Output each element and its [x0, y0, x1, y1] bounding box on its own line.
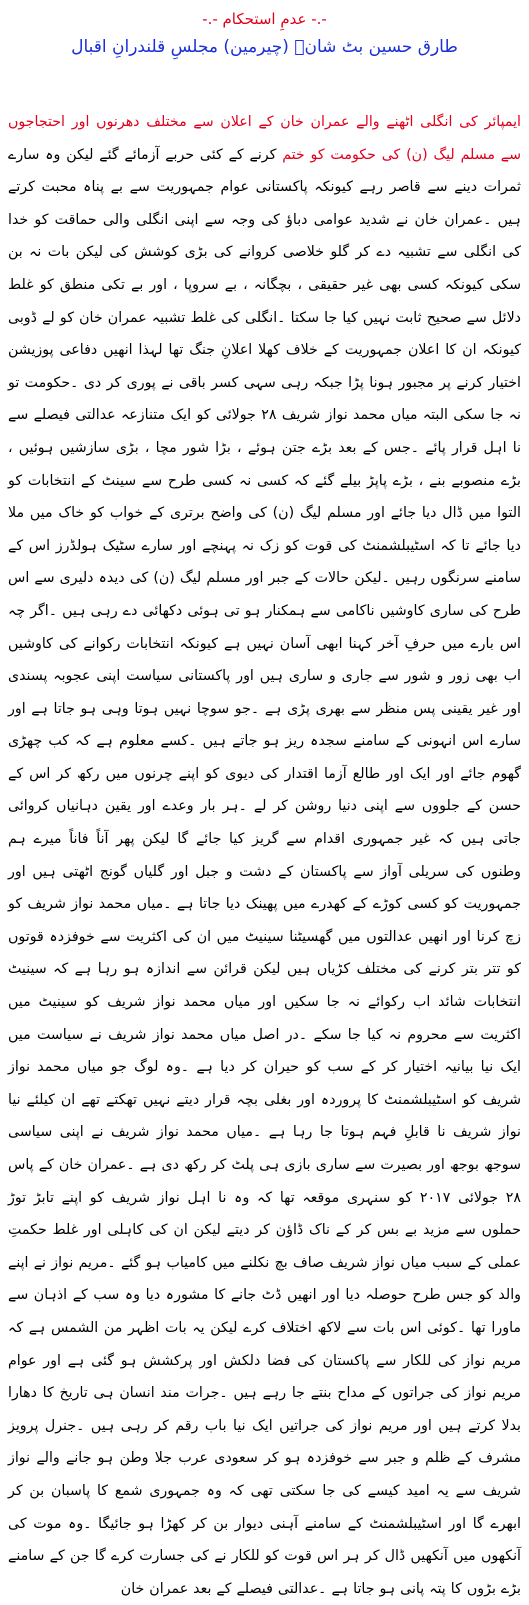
article-body: [8, 106, 521, 1605]
article-lead: ایمپائر کی انگلی اٹھنے والے عمران خان کے اعلان سے مختلف دھرنوں اور احتجاجوں سے مسلم لیگ (ن) کی حکومت کو ختم: [8, 114, 522, 163]
header: [0, 0, 529, 62]
author-byline: طارق حسین بٹ شانؔ (چیرمین) مجلسِ قلندرانِ اقبال: [71, 37, 458, 57]
article-text: کرنے کے کئی حربے آزمائے گئے لیکن وہ سارے ثمرات دینے سے قاصر رہے کیونکہ پاکستانی عوام جمہوریت سے بے پناہ محبت کرتے ہیں ۔عمران خان نے شدید عوامی دباؤ کی وجہ سے اپنی انگلی والی حماقت کو خدا کی انگلی سے تشبیہ دے کر گلو خلاصی کروانے کی بڑی کوشش کی لیکن بات نہ بن سکی کیونکہ کسی بھی غیر حقیقی ، بچگانہ ، بے سروپا ، اور بے تکی منطق کو غلط دلائل سے صحیح ثابت نہیں کیا جا سکتا ۔انگلی کی غلط تشبیہ عمران خان کو لے ڈوبی کیونکہ ان کا اعلان جمہوریت کے خلاف کھلا اعلانِ جنگ تھا لہذا انھیں دفاعی پوزیشن اختیار کرنے پر مجبور ہونا پڑا جبکہ رہی سہی کسر باقی نے پوری کر دی ۔حکومت تو نہ جا سکی البتہ میاں محمد نواز شریف ۲۸ جولائی کو ایک متنازعہ عدالتی فیصلے سے نا اہل قرار پائے ۔جس کے بعد بڑے جتن ہوئے ، بڑا شور مچا ، بڑی سازشیں ہوئیں ، بڑے منصوبے بنے ، بڑے پاپڑ بیلے گئے کہ کسی نہ کسی طرح سے سینٹ کے انتخابات کو التوا میں ڈال دیا جائے اور مسلم لیگ (ن) کی واضح برتری کے خواب کو خاک میں ملا دیا جائے تا کہ اسٹیبلشمنٹ کی قوت کو زک نہ پہنچے اور سارے سٹیک ہولڈرز اس کے سامنے سرنگوں رہیں ۔لیکن حالات کے جبر اور مسلم لیگ (ن) کی دیدہ دلیری سے اس طرح کی ساری کاوشیں ناکامی سے ہمکنار ہو تی ہوئی دکھائی دے رہی ہیں ۔اگر چہ اس بارے میں حرفِ آخر کہنا ابھی آسان نہیں ہے کیونکہ انتخابات رکوانے کی کاوشیں اب بھی زور و شور سے جاری و ساری ہیں اور پاکستانی سیاست اپنی عجوبہ پسندی اور غیر یقینی پس منظر سے بھری پڑی ہے ۔جو سوچا نہیں ہوتا وہی ہو جاتا ہے اور سارے اس انہونی کے سامنے سجدہ ریز ہو جاتے ہیں ۔کسے معلوم ہے کہ کب چھڑی گھوم جائے اور ایک اور طالع آزما اقتدار کی دیوی کو اپنے چرنوں میں رکھ کر اس کے حسن کے جلووں سے اپنی دنیا روشن کر لے ۔ہر بار وعدے اور یقین دہانیاں کروائی جاتی ہیں کہ غیر جمہوری اقدام سے گریز کیا جائے گا لیکن پھر آناً فاناً میرے ہم وطنوں کی سریلی آواز سے پاکستان کے دشت و جبل اور گلیاں گونج اٹھتی ہیں اور جمہوریت کو کسی کوڑے کے کھدرے میں پھینک دیا جاتا ہے ۔میاں محمد نواز شریف کو زچ کرنا اور انھیں عدالتوں میں گھسیٹنا سینیٹ میں ان کی اکثریت سے خوفزدہ قوتوں کو تتر بتر کرنے کی مختلف کڑیاں ہیں لیکن قرائن سے اندازہ ہو رہا ہے کہ سینیٹ انتخابات شائد اب رکوائے نہ جا سکیں اور میاں محمد نواز شریف کو سینیٹ میں اکثریت سے محروم نہ کیا جا سکے ۔در اصل میاں محمد نواز شریف نے سیاست میں ایک نیا بیانیہ اختیار کر کے سب کو حیران کر دیا ہے ۔وہ لوگ جو میاں محمد نواز شریف کو اسٹیبلشمنٹ کا پروردہ اور بغلی بچہ قرار دیتے نہیں تھکتے تھے ان کیلئے نیا نواز شریف نا قابلِ فہم ہوتا جا رہا ہے ۔میاں محمد نواز شریف نے اپنی سیاسی سوجھ بوجھ اور بصیرت سے ساری بازی ہی پلٹ کر رکھ دی ہے ۔عمران خان کے پاس ۲۸ جولائی ۲۰۱۷ کو سنہری موقعہ تھا کہ وہ نا اہل نواز شریف کو اپنے تابڑ توڑ حملوں سے مزید بے بس کر کے ناک ڈاؤن کر دیتے لیکن ان کی کاہلی اور غلط حکمتِ عملی کے سبب میاں نواز شریف صاف بچ نکلنے میں کامیاب ہو گئے ۔مریم نواز نے اپنے والد کو جس طرح حوصلہ دیا اور انھیں ڈٹ جانے کا مشورہ دیا وہ سب کے اذہان سے ماورا تھا ۔کوئی اس بات سے لاکھ اختلاف کرے لیکن یہ بات اظہر من الشمس ہے کہ مریم نواز کی للکار سے پاکستان کی فضا دلکش اور پرکشش ہو گئی ہے اور عوام مریم نواز کی جراتوں کے مداح بنتے جا رہے ہیں ۔جرات مند انسان ہی تاریخ کا دھارا بدلا کرتے ہیں اور مریم نواز کی جراتیں ایک نیا باب رقم کر رہی ہیں ۔جنرل پرویز مشرف کے ظلم و جبر سے خوفزدہ ہو کر سعودی عرب جلا وطن ہو جانے والے نواز شریف سے یہ امید کیسے کی جا سکتی تھی کہ وہ جمہوری شمع کا پاسبان بن کر ابھرے گا اور اسٹیبلشمنٹ کے سامنے آہنی دیوار بن کر کھڑا ہو جائیگا ۔وہ موت کی آنکھوں میں آنکھیں ڈال کر ہر اس قوت کو للکار نے کی جسارت کرے گا جن کے سامنے بڑے بڑوں کا پتہ پانی ہو جاتا ہے ۔عدالتی فیصلے کے بعد عمران خان: [8, 146, 522, 1597]
column-title: -.- عدمِ استحکام -.-: [202, 10, 327, 28]
